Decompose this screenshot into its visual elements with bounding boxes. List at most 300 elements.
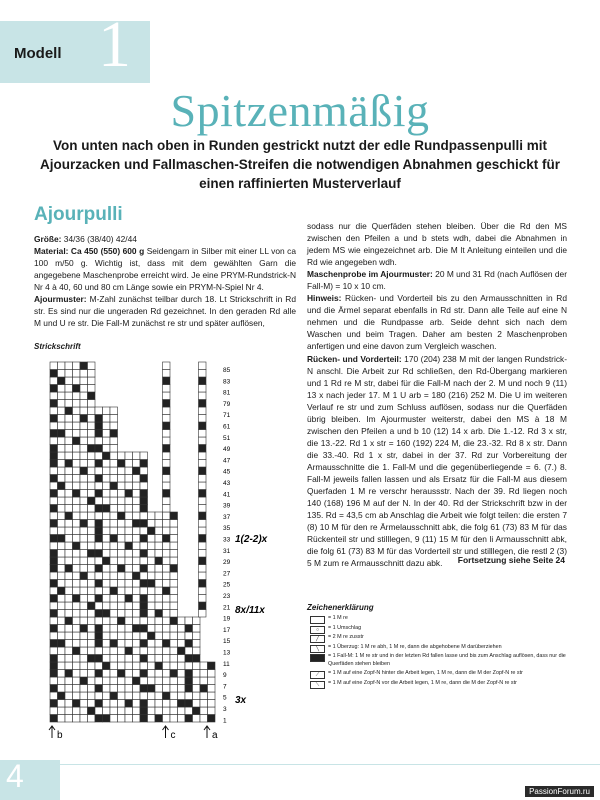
chart-cell bbox=[65, 415, 73, 423]
chart-cell bbox=[110, 535, 118, 543]
chart-cell bbox=[178, 685, 186, 693]
chart-cell bbox=[155, 715, 163, 723]
chart-row-label: 45 bbox=[223, 468, 231, 476]
chart-cell bbox=[148, 647, 156, 655]
chart-cell bbox=[110, 557, 118, 565]
chart-cell bbox=[73, 377, 81, 385]
chart-cell bbox=[80, 602, 88, 610]
chart-cell bbox=[80, 677, 88, 685]
chart-cell bbox=[140, 550, 148, 558]
legend-text: = 2 M re zusstr bbox=[328, 634, 364, 640]
chart-cell bbox=[50, 362, 58, 370]
chart-cell bbox=[200, 670, 208, 678]
chart-cell bbox=[140, 677, 148, 685]
chart-cell bbox=[110, 625, 118, 633]
drop-stitch-icon bbox=[310, 654, 325, 662]
chart-cell bbox=[199, 385, 207, 393]
cable-back-icon: ⟋ bbox=[310, 671, 325, 679]
chart-cell bbox=[50, 392, 58, 400]
chart-cell bbox=[50, 692, 58, 700]
chart-cell bbox=[80, 542, 88, 550]
chart-cell bbox=[140, 647, 148, 655]
chart-cell bbox=[80, 377, 88, 385]
chart-cell bbox=[199, 490, 207, 498]
chart-cell bbox=[110, 632, 118, 640]
chart-cell bbox=[170, 625, 178, 633]
chart-cell bbox=[155, 557, 163, 565]
chart-cell bbox=[88, 685, 96, 693]
chart-cell bbox=[80, 707, 88, 715]
chart-row-label: 71 bbox=[223, 412, 231, 420]
chart-cell bbox=[118, 542, 126, 550]
chart-cell bbox=[163, 677, 171, 685]
chart-cell bbox=[73, 467, 81, 475]
chart-cell bbox=[148, 632, 156, 640]
chart-cell bbox=[193, 707, 201, 715]
chart-cell bbox=[170, 595, 178, 603]
chart-cell bbox=[80, 392, 88, 400]
chart-cell bbox=[58, 370, 66, 378]
chart-cell bbox=[110, 655, 118, 663]
chart-cell bbox=[148, 640, 156, 648]
chart-cell bbox=[95, 535, 103, 543]
chart-cell bbox=[58, 692, 66, 700]
paragraph-label: Ajourmuster: bbox=[34, 294, 87, 305]
chart-cell bbox=[50, 475, 58, 483]
chart-cell bbox=[88, 362, 96, 370]
chart-cell bbox=[65, 520, 73, 528]
chart-cell bbox=[118, 520, 126, 528]
chart-cell bbox=[50, 662, 58, 670]
chart-cell bbox=[178, 707, 186, 715]
chart-cell bbox=[163, 377, 171, 385]
chart-cell bbox=[50, 377, 58, 385]
chart-cell bbox=[103, 505, 111, 513]
chart-cell bbox=[148, 550, 156, 558]
chart-cell bbox=[133, 505, 141, 513]
chart-cell bbox=[73, 385, 81, 393]
chart-cell bbox=[88, 415, 96, 423]
chart-cell bbox=[58, 392, 66, 400]
chart-cell bbox=[199, 587, 207, 595]
page-number: 4 bbox=[6, 758, 24, 794]
chart-cell bbox=[118, 557, 126, 565]
chart-cell bbox=[103, 565, 111, 573]
paragraph bbox=[34, 245, 296, 293]
chart-cell bbox=[95, 715, 103, 723]
chart-cell bbox=[73, 700, 81, 708]
chart-cell bbox=[88, 572, 96, 580]
chart-arrow bbox=[163, 726, 169, 738]
chart-cell bbox=[65, 610, 73, 618]
chart-cell bbox=[50, 437, 58, 445]
chart-cell bbox=[155, 685, 163, 693]
chart-cell bbox=[50, 700, 58, 708]
chart-cell bbox=[133, 700, 141, 708]
chart-cell bbox=[58, 535, 66, 543]
chart-cell bbox=[148, 542, 156, 550]
chart-cell bbox=[95, 482, 103, 490]
chart-cell bbox=[73, 482, 81, 490]
chart-cell bbox=[73, 610, 81, 618]
chart-cell bbox=[58, 520, 66, 528]
chart-cell bbox=[65, 557, 73, 565]
chart-title: Strickschrift bbox=[34, 342, 81, 351]
chart-cell bbox=[110, 700, 118, 708]
chart-cell bbox=[185, 685, 193, 693]
right-column bbox=[307, 220, 567, 569]
chart-cell bbox=[140, 632, 148, 640]
chart-cell bbox=[133, 632, 141, 640]
chart-cell bbox=[163, 707, 171, 715]
chart-cell bbox=[80, 692, 88, 700]
chart-cell bbox=[163, 557, 171, 565]
chart-cell bbox=[133, 572, 141, 580]
chart-cell bbox=[199, 460, 207, 468]
chart-cell bbox=[88, 625, 96, 633]
chart-cell bbox=[118, 572, 126, 580]
chart-cell bbox=[185, 625, 193, 633]
chart-cell bbox=[170, 670, 178, 678]
paragraph bbox=[34, 233, 296, 245]
chart-cell bbox=[193, 617, 201, 625]
chart-cell bbox=[80, 565, 88, 573]
chart-cell bbox=[155, 550, 163, 558]
chart-cell bbox=[125, 647, 133, 655]
chart-cell bbox=[80, 445, 88, 453]
chart-cell bbox=[110, 512, 118, 520]
chart-cell bbox=[163, 527, 171, 535]
chart-cell bbox=[110, 460, 118, 468]
chart-cell bbox=[65, 707, 73, 715]
chart-cell bbox=[73, 490, 81, 498]
chart-cell bbox=[118, 715, 126, 723]
chart-cell bbox=[110, 437, 118, 445]
chart-cell bbox=[103, 482, 111, 490]
chart-cell bbox=[65, 460, 73, 468]
chart-cell bbox=[170, 580, 178, 588]
chart-cell bbox=[65, 617, 73, 625]
chart-cell bbox=[208, 670, 216, 678]
chart-cell bbox=[140, 512, 148, 520]
chart-cell bbox=[80, 437, 88, 445]
chart-cell bbox=[178, 670, 186, 678]
chart-cell bbox=[50, 542, 58, 550]
chart-cell bbox=[125, 595, 133, 603]
chart-cell bbox=[148, 527, 156, 535]
chart-cell bbox=[163, 602, 171, 610]
chart-cell bbox=[148, 572, 156, 580]
chart-cell bbox=[110, 527, 118, 535]
chart-cell bbox=[73, 415, 81, 423]
legend-text: = 1 Fall-M: 1 M re str und in der letzten Rd fallen lasse und bis zum Anschlag auflösen, dass nur die Querfäden stehen bleiben bbox=[328, 653, 566, 667]
chart-cell bbox=[133, 475, 141, 483]
chart-cell bbox=[140, 557, 148, 565]
chart-cell bbox=[110, 602, 118, 610]
chart-cell bbox=[103, 460, 111, 468]
legend-item bbox=[310, 680, 570, 688]
chart-cell bbox=[73, 430, 81, 438]
chart-cell bbox=[88, 662, 96, 670]
chart-cell bbox=[88, 527, 96, 535]
chart-cell bbox=[118, 662, 126, 670]
chart-cell bbox=[199, 392, 207, 400]
chart-cell bbox=[50, 445, 58, 453]
chart-cell bbox=[80, 655, 88, 663]
chart-cell bbox=[103, 595, 111, 603]
chart-cell bbox=[88, 707, 96, 715]
legend-item bbox=[310, 644, 570, 652]
chart-row-label: 5 bbox=[223, 694, 227, 702]
chart-cell bbox=[95, 550, 103, 558]
chart-cell bbox=[163, 400, 171, 408]
chart-cell bbox=[58, 655, 66, 663]
chart-cell bbox=[95, 647, 103, 655]
chart-cell bbox=[125, 685, 133, 693]
chart-cell bbox=[103, 527, 111, 535]
chart-cell bbox=[163, 460, 171, 468]
knitting-chart bbox=[40, 356, 280, 751]
chart-cell bbox=[50, 647, 58, 655]
chart-cell bbox=[163, 497, 171, 505]
chart-cell bbox=[50, 422, 58, 430]
chart-cell bbox=[103, 452, 111, 460]
chart-cell bbox=[163, 512, 171, 520]
chart-cell bbox=[199, 497, 207, 505]
chart-cell bbox=[170, 692, 178, 700]
chart-row-label: 25 bbox=[223, 581, 231, 589]
chart-cell bbox=[50, 670, 58, 678]
chart-cell bbox=[193, 632, 201, 640]
chart-cell bbox=[80, 557, 88, 565]
chart-cell bbox=[73, 707, 81, 715]
chart-cell bbox=[125, 475, 133, 483]
chart-cell bbox=[170, 655, 178, 663]
chart-cell bbox=[163, 482, 171, 490]
chart-cell bbox=[208, 677, 216, 685]
chart-cell bbox=[163, 640, 171, 648]
chart-cell bbox=[125, 497, 133, 505]
chart-cell bbox=[80, 460, 88, 468]
chart-arrow-label: c bbox=[170, 730, 176, 741]
chart-cell bbox=[163, 595, 171, 603]
chart-cell bbox=[125, 587, 133, 595]
chart-cell bbox=[58, 587, 66, 595]
chart-cell bbox=[110, 542, 118, 550]
chart-cell bbox=[88, 377, 96, 385]
chart-cell bbox=[58, 475, 66, 483]
chart-cell bbox=[103, 407, 111, 415]
chart-cell bbox=[110, 617, 118, 625]
chart-cell bbox=[118, 565, 126, 573]
chart-cell bbox=[155, 565, 163, 573]
chart-cell bbox=[125, 550, 133, 558]
chart-cell bbox=[163, 362, 171, 370]
chart-cell bbox=[65, 655, 73, 663]
chart-cell bbox=[178, 655, 186, 663]
chart-row-label: 41 bbox=[223, 491, 231, 499]
chart-cell bbox=[58, 602, 66, 610]
chart-cell bbox=[50, 587, 58, 595]
chart-cell bbox=[170, 640, 178, 648]
chart-cell bbox=[163, 445, 171, 453]
chart-cell bbox=[103, 542, 111, 550]
chart-cell bbox=[88, 460, 96, 468]
chart-cell bbox=[103, 692, 111, 700]
chart-cell bbox=[170, 550, 178, 558]
chart-cell bbox=[88, 482, 96, 490]
chart-cell bbox=[140, 482, 148, 490]
chart-cell bbox=[148, 715, 156, 723]
chart-cell bbox=[148, 602, 156, 610]
chart-cell bbox=[50, 632, 58, 640]
chart-cell bbox=[95, 580, 103, 588]
chart-cell bbox=[73, 587, 81, 595]
chart-cell bbox=[73, 542, 81, 550]
chart-cell bbox=[95, 640, 103, 648]
chart-cell bbox=[125, 557, 133, 565]
chart-cell bbox=[170, 685, 178, 693]
chart-cell bbox=[133, 640, 141, 648]
chart-cell bbox=[193, 670, 201, 678]
chart-row-label: 19 bbox=[223, 615, 231, 623]
chart-cell bbox=[163, 437, 171, 445]
chart-cell bbox=[58, 617, 66, 625]
chart-cell bbox=[65, 370, 73, 378]
chart-cell bbox=[199, 437, 207, 445]
chart-cell bbox=[110, 677, 118, 685]
chart-cell bbox=[133, 617, 141, 625]
chart-cell bbox=[110, 707, 118, 715]
chart-cell bbox=[199, 572, 207, 580]
chart-cell bbox=[95, 452, 103, 460]
chart-cell bbox=[155, 587, 163, 595]
chart-cell bbox=[170, 677, 178, 685]
chart-cell bbox=[80, 572, 88, 580]
chart-cell bbox=[50, 400, 58, 408]
chart-cell bbox=[80, 640, 88, 648]
chart-cell bbox=[50, 430, 58, 438]
chart-cell bbox=[103, 700, 111, 708]
chart-cell bbox=[133, 565, 141, 573]
chart-cell bbox=[65, 715, 73, 723]
chart-cell bbox=[103, 632, 111, 640]
chart-cell bbox=[133, 670, 141, 678]
chart-row-label: 47 bbox=[223, 457, 231, 465]
chart-cell bbox=[125, 700, 133, 708]
chart-cell bbox=[125, 610, 133, 618]
chart-cell bbox=[80, 505, 88, 513]
chart-cell bbox=[95, 467, 103, 475]
chart-cell bbox=[65, 542, 73, 550]
chart-cell bbox=[193, 625, 201, 633]
chart-cell bbox=[50, 625, 58, 633]
chart-cell bbox=[65, 362, 73, 370]
chart-cell bbox=[193, 692, 201, 700]
chart-cell bbox=[73, 640, 81, 648]
chart-arrow bbox=[204, 726, 210, 738]
chart-cell bbox=[199, 520, 207, 528]
chart-cell bbox=[58, 685, 66, 693]
legend-item bbox=[310, 615, 570, 623]
chart-cell bbox=[148, 692, 156, 700]
chart-cell bbox=[50, 707, 58, 715]
chart-cell bbox=[125, 625, 133, 633]
chart-cell bbox=[148, 565, 156, 573]
chart-cell bbox=[50, 460, 58, 468]
chart-cell bbox=[118, 685, 126, 693]
chart-cell bbox=[118, 580, 126, 588]
chart-cell bbox=[185, 655, 193, 663]
chart-cell bbox=[140, 527, 148, 535]
chart-cell bbox=[58, 437, 66, 445]
chart-cell bbox=[118, 602, 126, 610]
chart-cell bbox=[88, 542, 96, 550]
chart-cell bbox=[163, 617, 171, 625]
chart-cell bbox=[170, 602, 178, 610]
chart-cell bbox=[140, 535, 148, 543]
chart-cell bbox=[58, 400, 66, 408]
chart-cell bbox=[73, 512, 81, 520]
paragraph bbox=[307, 353, 567, 570]
chart-cell bbox=[103, 587, 111, 595]
chart-cell bbox=[118, 490, 126, 498]
chart-cell bbox=[140, 692, 148, 700]
chart-cell bbox=[178, 715, 186, 723]
chart-cell bbox=[58, 482, 66, 490]
chart-cell bbox=[95, 632, 103, 640]
chart-cell bbox=[95, 662, 103, 670]
chart-cell bbox=[118, 707, 126, 715]
chart-cell bbox=[208, 715, 216, 723]
chart-cell bbox=[125, 602, 133, 610]
chart-cell bbox=[95, 677, 103, 685]
chart-cell bbox=[140, 670, 148, 678]
chart-cell bbox=[133, 692, 141, 700]
chart-cell bbox=[163, 467, 171, 475]
chart-cell bbox=[185, 662, 193, 670]
chart-cell bbox=[58, 452, 66, 460]
chart-cell bbox=[110, 490, 118, 498]
chart-repeat-label: 3x bbox=[235, 695, 247, 706]
chart-cell bbox=[199, 415, 207, 423]
chart-cell bbox=[163, 572, 171, 580]
legend-title: Zeichenerklärung bbox=[307, 603, 374, 612]
paragraph-text: Seidengarn in Silber mit einer LL von ca 100 m/50 g. Wichtig ist, dass mit dem gewählten Garn die angegebene Maschenprobe erreicht wird. Je eine PRYM-Rundstrick-N Nr 4 à 40, 60 und 80 cm Länge sowie ein PRYM-N-Spiel Nr 4. bbox=[34, 246, 296, 293]
legend-item bbox=[310, 625, 570, 633]
chart-cell bbox=[103, 707, 111, 715]
chart-cell bbox=[118, 700, 126, 708]
chart-cell bbox=[103, 655, 111, 663]
chart-cell bbox=[148, 587, 156, 595]
chart-cell bbox=[133, 655, 141, 663]
continuation-note: Fortsetzung siehe Seite 24 bbox=[457, 555, 565, 565]
chart-cell bbox=[95, 430, 103, 438]
chart-cell bbox=[65, 572, 73, 580]
chart-cell bbox=[103, 602, 111, 610]
chart-cell bbox=[208, 692, 216, 700]
chart-cell bbox=[125, 715, 133, 723]
chart-cell bbox=[199, 452, 207, 460]
chart-cell bbox=[58, 580, 66, 588]
chart-cell bbox=[73, 670, 81, 678]
chart-cell bbox=[88, 385, 96, 393]
chart-cell bbox=[58, 422, 66, 430]
chart-cell bbox=[140, 467, 148, 475]
chart-cell bbox=[65, 565, 73, 573]
chart-cell bbox=[199, 430, 207, 438]
chart-cell bbox=[73, 692, 81, 700]
